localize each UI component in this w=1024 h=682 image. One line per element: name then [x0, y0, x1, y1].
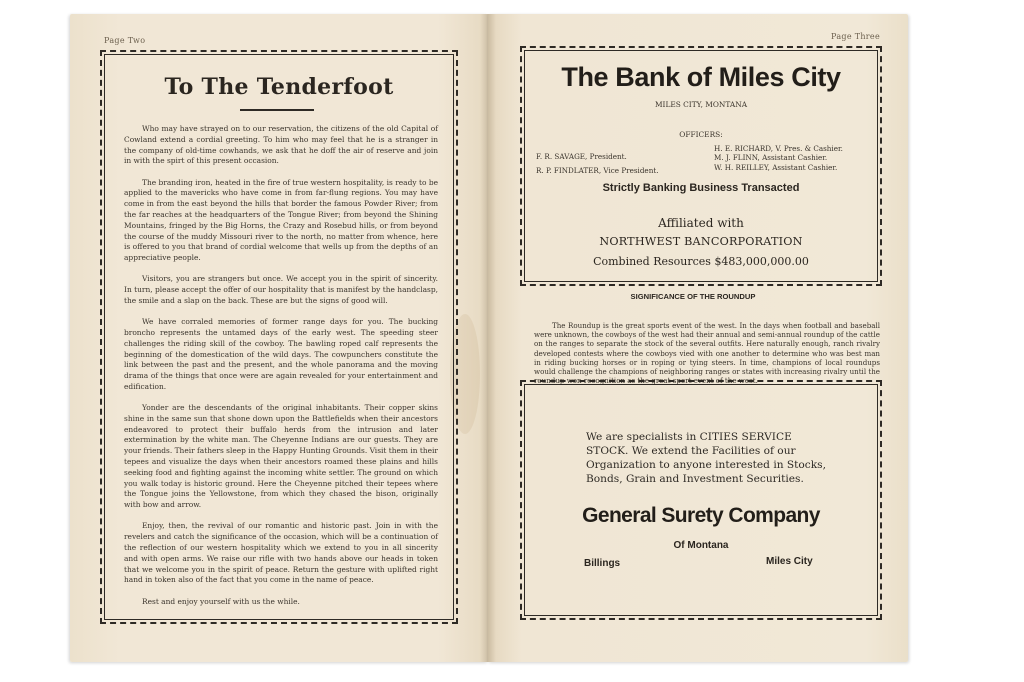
surety-intro: We are specialists in CITIES SERVICE STOCK. We extend the Facilities of our Organization to anyone interested in Stocks, Bonds, Grain and Investment Securities.	[586, 431, 826, 485]
bank-ad	[520, 46, 882, 286]
tenderfoot-body	[124, 124, 438, 618]
booklet-gutter	[480, 14, 496, 662]
affiliated-label: Affiliated with	[658, 216, 744, 230]
tenderfoot-frame	[100, 50, 458, 624]
paragraph: Who may have strayed on to our reservation, the citizens of the old Capital of Cowland extend a cordial greeting. To him who may feel that he is a stranger in the company of old-time cowhands, we ask that he doff the air of reserve and join in with the spirt of this present occasion.	[124, 124, 438, 166]
paragraph: Yonder are the descendants of the original inhabitants. Their copper skins shine in the same sun that shone down upon the Battlefields when their ancestors endeavored to protect their buffalo herds from the intrusion and later extermination by the white man. The Cheyenne Indians are our guests. They are your friends. Their fathers sleep in the Happy Hunting Grounds. Visit them in their tepees and visualize the days when their ancestors roamed these plains and hills seeking food and fighting against the incoming white settler. The ground on which you walk today is historic ground. Here the Cheyenne pitched their tepees where the Tongue joins the Yellowstone, from which they chased the bison, originally with bow and arrow.	[124, 403, 438, 510]
title-divider	[240, 109, 314, 111]
paragraph: Enjoy, then, the revival of our romantic and historic past. Join in with the revelers and catch the significance of the occasion, which will be a continuation of the reflection of our western hospitality which we extend to you in all sincerity and with open arms. We raise our rifle with two hands above our heads in token that we welcome you in the spirit of peace. Return the gesture with uplifted right hand in token also of the fact that you come in the name of peace.	[124, 521, 438, 585]
officers-right-list	[714, 144, 843, 172]
officer-name: H. E. RICHARD, V. Pres. & Cashier.	[714, 144, 843, 153]
officer-name: F. R. SAVAGE, President.	[536, 152, 627, 161]
tenderfoot-title: To The Tenderfoot	[164, 74, 394, 100]
bank-location: MILES CITY, MONTANA	[654, 100, 748, 109]
surety-state: Of Montana	[673, 540, 729, 551]
significance-text: The Roundup is the great sports event of the west. In the days when football and baseball were unknown, the cowboys of the west had their annual and semi-annual roundup of the cattle on the ranges to separate the stock of the several outfits. Here naturally enough, ranch rivalry developed contests where the cowboys vied with one another to determine who was best man in riding bucking horses or in roping or tying steers. In time, champions of local roundups would challenge the champions of neighboring ranges or states with increasing rivalry until the roundup won recognition as the great sport event of the west.	[534, 321, 880, 386]
right-page-number: Page Three	[831, 32, 880, 41]
surety-ad	[520, 380, 882, 620]
paragraph: Rest and enjoy yourself with us the while.	[142, 596, 300, 606]
right-page	[488, 14, 908, 662]
paragraph: The branding iron, heated in the fire of true western hospitality, is ready to be applied to the mavericks who have come in from far-flung regions. You may have come in from the east beyond the hills that border the famous Powder River; from the far reaches at the headquarters of the Tongue River; from beyond the Shining Mountains, fringed by the Big Horns, the Crazy and Rosebud hills, or from beyond the course of the muddy Missouri river to the north, no matter from whence, here is offered to you that brand of cordial welcome that wells up from the depths of an appreciative people.	[124, 177, 438, 263]
corporation-name: NORTHWEST BANCORPORATION	[599, 235, 803, 248]
left-page	[70, 14, 488, 662]
officer-name: R. P. FINDLATER, Vice President.	[536, 166, 659, 176]
bank-name: The Bank of Miles City	[561, 62, 841, 92]
paragraph: We have corraled memories of former range days for you. The bucking broncho represents the untamed days of the early west. The speeding steer challenges the riding skill of the cowboy. The bawling roped calf represents the beginning of the domestication of the wild days. The cowpunchers constitute the link between the past and the present, and the whole panorama and the moving drama of the things that once were are again revealed for your entertainment and edification.	[124, 317, 438, 391]
officer-name: W. H. REILLEY, Assistant Cashier.	[714, 162, 838, 172]
officers-left-list	[536, 146, 659, 176]
open-booklet	[70, 14, 908, 662]
bank-tagline: Strictly Banking Business Transacted	[602, 182, 800, 194]
surety-city-right: Miles City	[766, 556, 813, 567]
significance-heading: SIGNIFICANCE OF THE ROUNDUP	[630, 292, 756, 301]
surety-company-name: General Surety Company	[582, 504, 820, 527]
officer-name: M. J. FLINN, Assistant Cashier.	[714, 153, 828, 163]
left-page-number: Page Two	[104, 36, 146, 45]
surety-city-left: Billings	[584, 558, 621, 569]
paragraph: Visitors, you are strangers but once. We accept you in the spirit of sincerity. In turn, please accept the offer of our hospitality that is manifest by the handclasp, the smile and a slap on the back. These are but the signs of good will.	[124, 274, 438, 305]
combined-resources: Combined Resources $483,000,000.00	[593, 255, 809, 268]
officers-heading: OFFICERS:	[679, 130, 723, 139]
